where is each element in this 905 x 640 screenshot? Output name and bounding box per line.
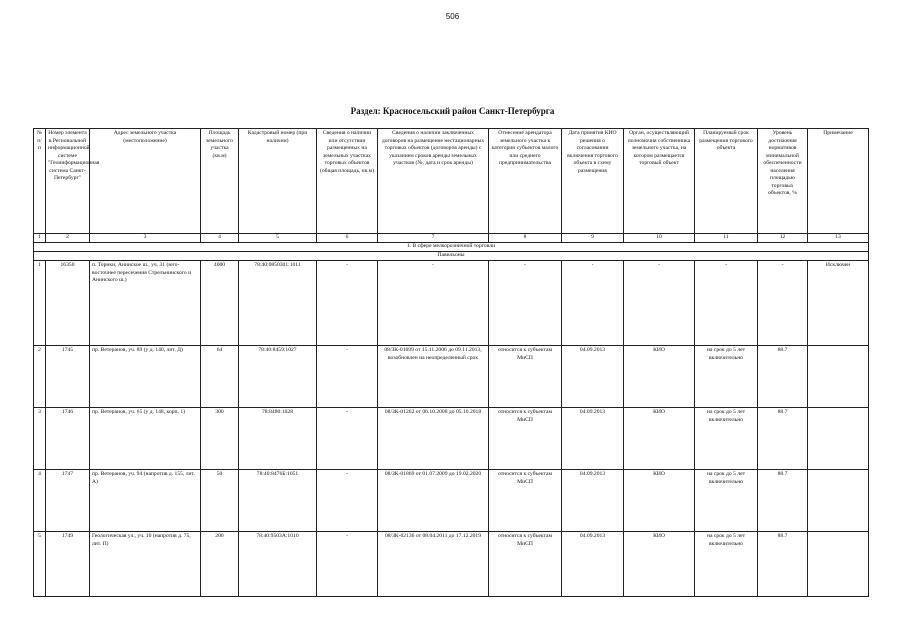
column-number-row bbox=[34, 234, 869, 243]
placement-term: на срок до 5 лет включительно bbox=[695, 346, 758, 408]
cadastral-number: 78:40:9503А:1010 bbox=[239, 532, 317, 597]
header-cell: Площадь земельного участка (кв.м) bbox=[201, 129, 239, 234]
area: 64 bbox=[201, 346, 239, 408]
address: п. Торики, Анинское ш., уч. 31 (юго-восточнее пересечения Стрельнинского и Анинского ш.) bbox=[90, 261, 201, 346]
note bbox=[808, 470, 869, 532]
column-number: 5 bbox=[239, 234, 317, 243]
section-title: Раздел: Красносельский район Санкт-Петербурга bbox=[350, 106, 555, 116]
gis-number: 1745 bbox=[46, 346, 90, 408]
sme-status: относится к субъектам МиСП bbox=[489, 346, 562, 408]
owner-organ: КИО bbox=[624, 470, 695, 532]
gis-number: 1747 bbox=[46, 470, 90, 532]
column-number: 3 bbox=[90, 234, 201, 243]
page-number: 506 bbox=[445, 12, 460, 21]
header-row bbox=[34, 129, 869, 234]
owner-organ: КИО bbox=[624, 408, 695, 470]
header-cell: Примечание bbox=[808, 129, 869, 234]
decision-date: 04.09.2013 bbox=[562, 346, 624, 408]
row-number: 4 bbox=[34, 470, 46, 532]
cadastral-number: 78:40:0850301:1011 bbox=[239, 261, 317, 346]
row-number: 1 bbox=[34, 261, 46, 346]
decision-date: 04.09.2013 bbox=[562, 470, 624, 532]
header-cell: Кадастровый номер (при наличии) bbox=[239, 129, 317, 234]
row-number: 5 bbox=[34, 532, 46, 597]
contract: - bbox=[378, 261, 489, 346]
row-number: 3 bbox=[34, 408, 46, 470]
table-row bbox=[34, 408, 869, 470]
cadastral-number: 78:8480:1028 bbox=[239, 408, 317, 470]
header-cell: Сведения о наличии заключенных договоров на размещение нестационарных торговых объектов (договоров аренды) с указанием сроков аренды земельных участков (№, дата и срок аренды) bbox=[378, 129, 489, 234]
objects-presence: - bbox=[317, 408, 378, 470]
placement-term: на срок до 5 лет включительно bbox=[695, 532, 758, 597]
decision-date: - bbox=[562, 261, 624, 346]
table-row bbox=[34, 261, 869, 346]
objects-presence: - bbox=[317, 261, 378, 346]
header-cell: Уровень достижения нормативов минимальной обеспеченности населения площадью торговых объектов, % bbox=[758, 129, 808, 234]
provision-level: - bbox=[758, 261, 808, 346]
contract: 08/ЗК-01262 от 06.10.2008 до 05.10.2018 bbox=[378, 408, 489, 470]
placement-term: на срок до 5 лет включительно bbox=[695, 470, 758, 532]
address: пр. Ветеранов, уч. 65 (у д. 148, корп. 1) bbox=[90, 408, 201, 470]
objects-presence: - bbox=[317, 532, 378, 597]
address: пр. Ветеранов, уч. 89 (у д. 140, лит. Д) bbox=[90, 346, 201, 408]
column-number: 6 bbox=[317, 234, 378, 243]
gis-number: 1746 bbox=[46, 408, 90, 470]
registry-table bbox=[33, 128, 869, 597]
address: пр. Ветеранов, уч. 94 (напротив д. 155, лит. А) bbox=[90, 470, 201, 532]
header-cell: Планируемый срок размещения торгового объекта bbox=[695, 129, 758, 234]
row-number: 2 bbox=[34, 346, 46, 408]
owner-organ: - bbox=[624, 261, 695, 346]
owner-organ: КИО bbox=[624, 346, 695, 408]
sme-status: - bbox=[489, 261, 562, 346]
sme-status: относится к субъектам МиСП bbox=[489, 532, 562, 597]
contract: 08/ЗК-01869 от 01.07.2009 до 19.02.2020 bbox=[378, 470, 489, 532]
decision-date: 04.09.2013 bbox=[562, 532, 624, 597]
objects-presence: - bbox=[317, 470, 378, 532]
table-row bbox=[34, 470, 869, 532]
note bbox=[808, 408, 869, 470]
decision-date: 04.09.2013 bbox=[562, 408, 624, 470]
area: 300 bbox=[201, 408, 239, 470]
sme-status: относится к субъектам МиСП bbox=[489, 408, 562, 470]
column-number: 4 bbox=[201, 234, 239, 243]
header-cell: Дата принятия КИО решения о согласовании включения торгового объекта в схему размещения bbox=[562, 129, 624, 234]
column-number: 2 bbox=[46, 234, 90, 243]
column-number: 9 bbox=[562, 234, 624, 243]
objects-presence: - bbox=[317, 346, 378, 408]
note bbox=[808, 532, 869, 597]
area: 200 bbox=[201, 532, 239, 597]
column-number: 12 bbox=[758, 234, 808, 243]
column-number: 13 bbox=[808, 234, 869, 243]
subgroup-title: Павильоны bbox=[34, 252, 869, 261]
provision-level: 88.7 bbox=[758, 408, 808, 470]
header-cell: Номер элемента в Региональной информационной системе "Геоинформационная система Санкт-Петербург" bbox=[46, 129, 90, 234]
column-number: 1 bbox=[34, 234, 46, 243]
gis-number: 16350 bbox=[46, 261, 90, 346]
subgroup-row bbox=[34, 252, 869, 261]
group-row bbox=[34, 243, 869, 252]
header-cell: Сведения о наличии или отсутствии размещенных на земельных участках торговых объектов (общая площадь, кв.м) bbox=[317, 129, 378, 234]
gis-number: 1749 bbox=[46, 532, 90, 597]
column-number: 11 bbox=[695, 234, 758, 243]
column-number: 7 bbox=[378, 234, 489, 243]
contract: 08/ЗК-01699 от 15.11.2006 до 09.11.2013, возобновлен на неопределенный срок bbox=[378, 346, 489, 408]
header-cell: № п/п bbox=[34, 129, 46, 234]
note bbox=[808, 346, 869, 408]
column-number: 8 bbox=[489, 234, 562, 243]
table-row bbox=[34, 532, 869, 597]
owner-organ: КИО bbox=[624, 532, 695, 597]
group-title: 1. В сфере мелкорозничной торговли bbox=[34, 243, 869, 252]
sme-status: относится к субъектам МиСП bbox=[489, 470, 562, 532]
provision-level: 88.7 bbox=[758, 470, 808, 532]
contract: 08/ЗК-02136 от 08.04.2011 до 17.12.2019 bbox=[378, 532, 489, 597]
cadastral-number: 78:40:8476Б:1051 bbox=[239, 470, 317, 532]
provision-level: 88.7 bbox=[758, 532, 808, 597]
address: Геологическая ул., уч. 10 (напротив д. 75, лит. П) bbox=[90, 532, 201, 597]
header-cell: Адрес земельного участка (местоположение) bbox=[90, 129, 201, 234]
cadastral-number: 78:40:8459:1027 bbox=[239, 346, 317, 408]
column-number: 10 bbox=[624, 234, 695, 243]
note: Исключен bbox=[808, 261, 869, 346]
header-cell: Орган, осуществляющий полномочия собственника земельного участка, на котором размещается торговый объект bbox=[624, 129, 695, 234]
area: 4000 bbox=[201, 261, 239, 346]
placement-term: на срок до 5 лет включительно bbox=[695, 408, 758, 470]
area: 50 bbox=[201, 470, 239, 532]
header-cell: Отнесение арендатора земельного участка к категории субъектов малого или среднего предпринимательства bbox=[489, 129, 562, 234]
placement-term: - bbox=[695, 261, 758, 346]
table-row bbox=[34, 346, 869, 408]
provision-level: 88.7 bbox=[758, 346, 808, 408]
